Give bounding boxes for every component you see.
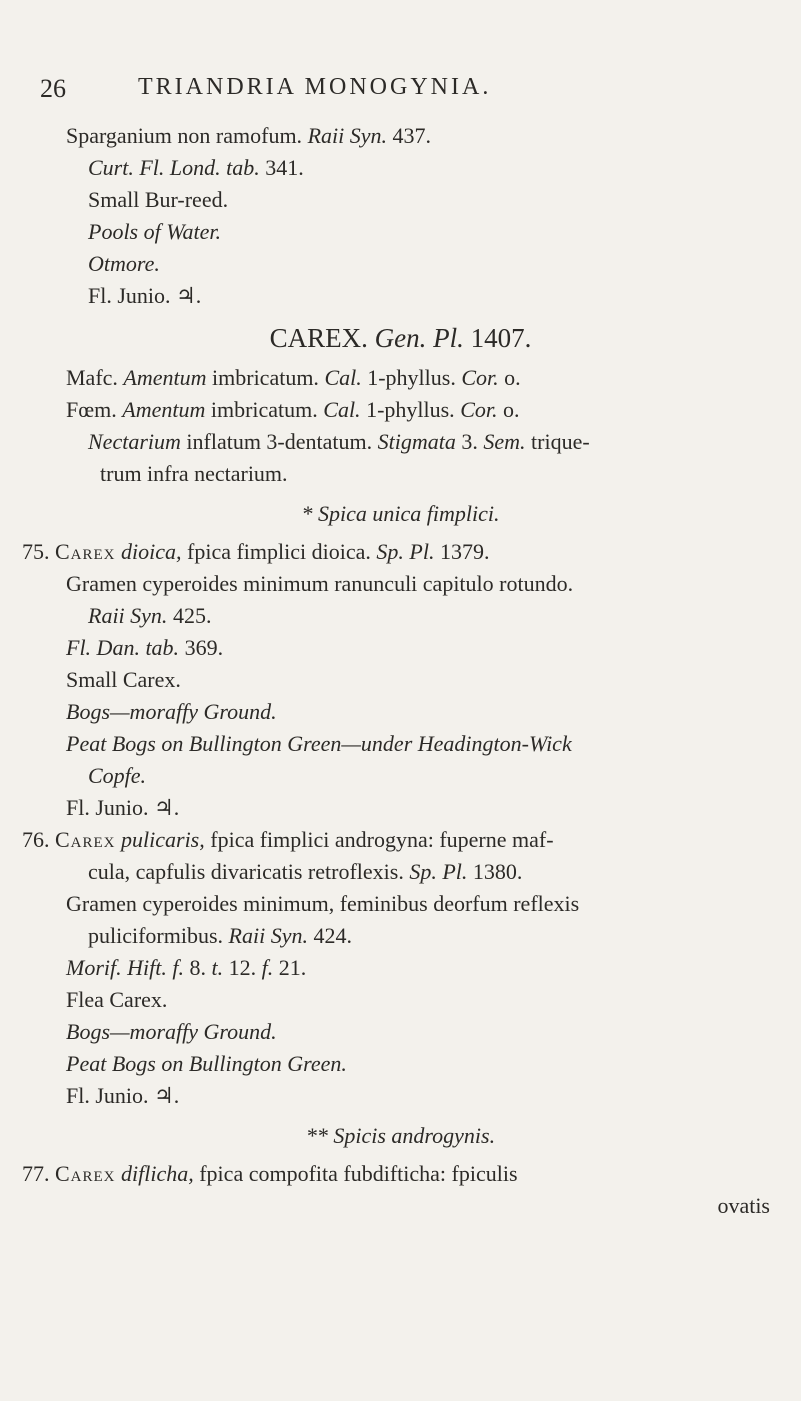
running-title: TRIANDRIA MONOGYNIA. [138, 74, 492, 100]
text-line: Peat Bogs on Bullington Green. [66, 1051, 347, 1076]
text-line: Small Carex. [66, 667, 181, 692]
text-line: Bogs—moraffy Ground. [66, 1019, 277, 1044]
text-line: Fl. Junio. ♃. [66, 795, 180, 820]
text-line: Fl. Junio. ♃. [66, 1083, 180, 1108]
species-entry-77: 77. Carex diflicha, fpica compofita fubdifticha: fpiculis [22, 1161, 518, 1186]
text-line: Raii Syn. 425. [88, 603, 212, 628]
text-line: Peat Bogs on Bullington Green—under Headington-Wick [66, 731, 572, 756]
text-line: Fœm. Amentum imbricatum. Cal. 1-phyllus. Cor. o. [66, 397, 520, 422]
text-line: Small Bur-reed. [88, 187, 229, 212]
page-body [22, 120, 786, 1222]
text-line: Curt. Fl. Lond. tab. 341. [88, 155, 304, 180]
running-header [40, 74, 780, 110]
section-heading: ** Spicis androgynis. [305, 1123, 496, 1148]
species-entry-75: 75. Carex dioica, fpica fimplici dioica. Sp. Pl. 1379. [22, 539, 490, 564]
text-line: Gramen cyperoides minimum, feminibus deorfum reflexis [66, 891, 580, 916]
text-line: Gramen cyperoides minimum ranunculi capitulo rotundo. [66, 571, 574, 596]
text-line: Mafc. Amentum imbricatum. Cal. 1-phyllus. Cor. o. [66, 365, 521, 390]
text-line: Copfe. [88, 763, 147, 788]
text-line: puliciformibus. Raii Syn. 424. [88, 923, 352, 948]
text-line: Nectarium inflatum 3-dentatum. Stigmata 3. Sem. trique- [88, 429, 590, 454]
catchword: ovatis [717, 1193, 770, 1218]
page-number: 26 [40, 74, 66, 103]
text-line: Fl. Junio. ♃. [88, 283, 202, 308]
species-entry-76: 76. Carex pulicaris, fpica fimplici androgyna: fuperne maf- [22, 827, 554, 852]
text-line: Flea Carex. [66, 987, 168, 1012]
text-line: Fl. Dan. tab. 369. [66, 635, 224, 660]
text-line: trum infra nectarium. [100, 461, 288, 486]
section-heading: * Spica unica fimplici. [301, 501, 500, 526]
text-line: cula, capfulis divaricatis retroflexis. Sp. Pl. 1380. [88, 859, 523, 884]
text-line: Pools of Water. [88, 219, 222, 244]
text-line: Bogs—moraffy Ground. [66, 699, 277, 724]
genus-heading: CAREX. Gen. Pl. 1407. [269, 323, 532, 353]
text-line: Otmore. [88, 251, 160, 276]
text-line: Morif. Hift. f. 8. t. 12. f. 21. [66, 955, 307, 980]
text-line: Sparganium non ramofum. Raii Syn. 437. [66, 123, 431, 148]
